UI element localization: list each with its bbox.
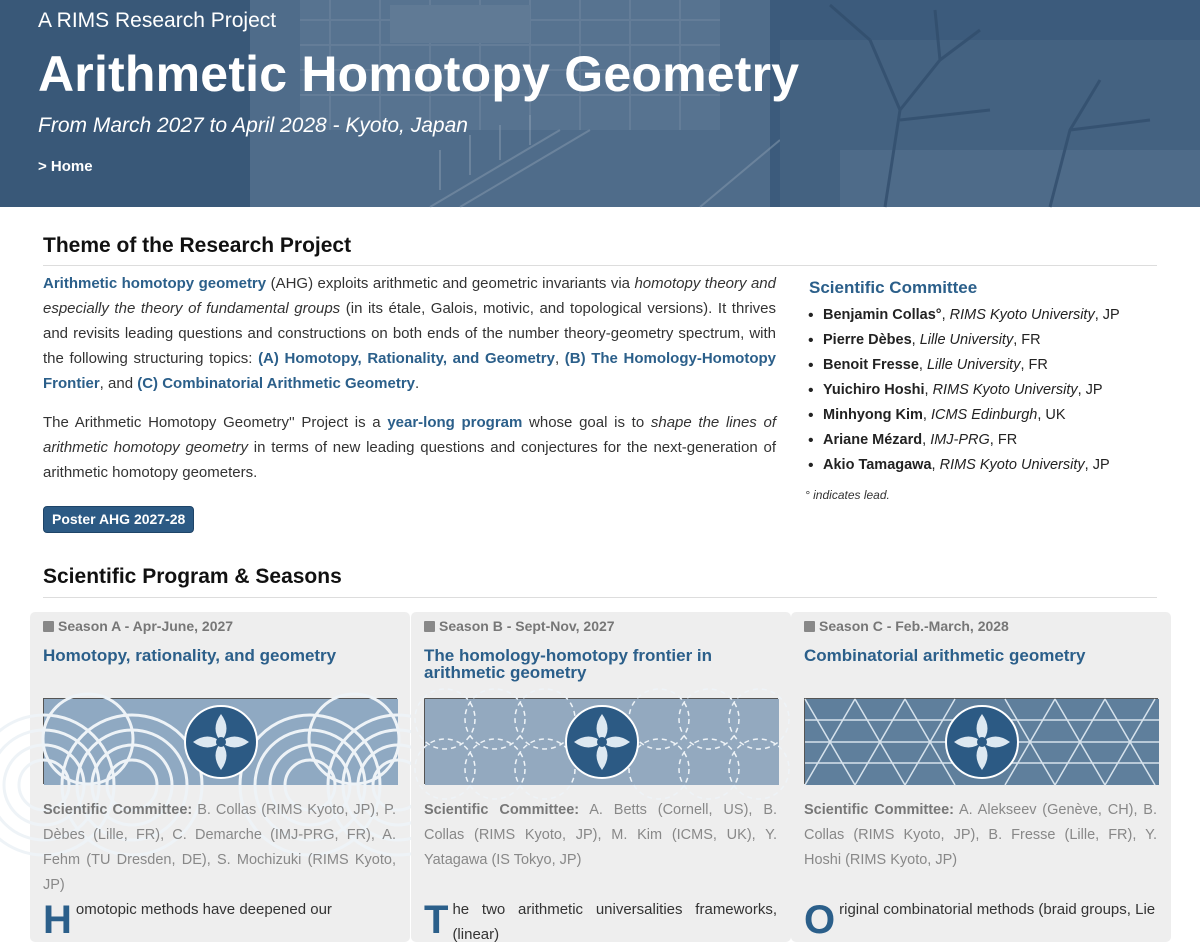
program-heading: Scientific Program & Seasons xyxy=(43,565,342,588)
season-title-link[interactable]: Combinatorial arithmetic geometry xyxy=(804,646,1086,665)
season-card-b xyxy=(411,612,791,942)
member-name: Minhyong Kim xyxy=(823,407,923,423)
committee-member: • Yuichiro Hoshi, RIMS Kyoto University, JP xyxy=(805,378,1165,403)
member-country: , JP xyxy=(1084,457,1110,473)
season-banner-circles xyxy=(424,698,778,784)
ahg-link[interactable]: Arithmetic homotopy geometry xyxy=(43,275,267,292)
season-description-text: riginal combinatorial methods (braid groups, Lie xyxy=(839,901,1156,918)
member-country: , JP xyxy=(1094,307,1120,323)
member-affiliation: RIMS Kyoto University xyxy=(932,382,1078,398)
member-name: Yuichiro Hoshi xyxy=(823,382,925,398)
theme-intro xyxy=(43,271,776,499)
committee-member: • Minhyong Kim, ICMS Edinburgh, UK xyxy=(805,403,1165,428)
drop-cap: H xyxy=(43,898,72,942)
committee-member: • Benjamin Collas°, RIMS Kyoto University, JP xyxy=(805,303,1165,328)
hero-banner xyxy=(0,0,1200,207)
topic-b-link[interactable]: (B) The Homology-Homotopy Frontier xyxy=(43,350,776,392)
member-country: , FR xyxy=(1020,357,1048,373)
program-divider xyxy=(43,597,1157,598)
season-committee-members: A. Betts (Cornell, US), B. Collas (RIMS Kyoto, JP), M. Kim (ICMS, UK), Y. Yatagawa (IS Tokyo, JP) xyxy=(424,802,778,868)
page-title: Arithmetic Homotopy Geometry xyxy=(38,46,800,102)
intro-text: whose goal is to xyxy=(522,414,651,431)
theme-divider xyxy=(43,265,1157,266)
season-title-link[interactable]: Homotopy, rationality, and geometry xyxy=(43,646,337,665)
calendar-icon xyxy=(804,621,815,632)
season-date-text: Season B - Sept-Nov, 2027 xyxy=(439,618,615,634)
season-date-text: Season C - Feb.-March, 2028 xyxy=(819,618,1009,634)
season-committee-members: A. Alekseev (Genève, CH), B. Collas (RIMS Kyoto, JP), B. Fresse (Lille, FR), Y. Hoshi (RIMS Kyoto, JP) xyxy=(804,802,1157,868)
member-affiliation: Lille University xyxy=(926,357,1021,373)
intro-text: The Arithmetic Homotopy Geometry'' Project is a xyxy=(43,414,388,431)
intro-paragraph-2 xyxy=(43,410,776,485)
season-card-c xyxy=(791,612,1171,942)
season-card-a xyxy=(30,612,410,942)
page-subtitle: From March 2027 to April 2028 - Kyoto, Japan xyxy=(38,114,468,137)
intro-separator: , xyxy=(554,350,565,367)
committee-member: • Ariane Mézard, IMJ-PRG, FR xyxy=(805,428,1165,453)
season-description xyxy=(43,897,396,942)
intro-text: (in its étale, Galois, motivic, and topological versions). It thrives and revisits leading questions and constructions on both ends of the number theory-geometry spectrum, with the following structuring topics: xyxy=(43,300,776,367)
topic-a-link[interactable]: (A) Homotopy, Rationality, and Geometry xyxy=(258,350,555,367)
intro-emphasis: shape the lines of arithmetic homotopy geometry xyxy=(43,414,776,456)
intro-text: in terms of new leading questions and conjectures for the next-generation of arithmetic homotopy geometers. xyxy=(43,439,776,481)
member-country: , FR xyxy=(1013,332,1041,348)
season-committee-members: B. Collas (RIMS Kyoto, JP), P. Dèbes (Lille, FR), C. Demarche (IMJ-PRG, FR), A. Fehm (TU Dresden, DE), S. Mochizuki (RIMS Kyoto, JP) xyxy=(43,802,396,893)
member-country: , FR xyxy=(989,432,1018,448)
calendar-icon xyxy=(424,621,435,632)
season-banner-waves xyxy=(43,698,397,784)
committee-member: • Benoit Fresse, Lille University, FR xyxy=(805,353,1165,378)
member-name: Benjamin Collas° xyxy=(823,307,942,323)
committee-lead-note: ° indicates lead. xyxy=(805,488,890,502)
season-banner-hexagons xyxy=(804,698,1158,784)
scientific-committee-panel xyxy=(805,278,1165,502)
intro-emphasis: homotopy theory and especially the theory of fundamental groups xyxy=(43,275,776,317)
project-supertitle: A RIMS Research Project xyxy=(38,9,277,32)
committee-heading: Scientific Committee xyxy=(809,278,978,297)
season-committee xyxy=(424,798,777,873)
season-date xyxy=(804,618,1009,634)
member-name: Akio Tamagawa xyxy=(823,457,932,473)
season-description-text: he two arithmetic universalities frameworks, (linear) xyxy=(452,901,777,943)
season-committee-label: Scientific Committee: xyxy=(43,802,193,818)
member-country: , JP xyxy=(1077,382,1103,398)
drop-cap: O xyxy=(804,898,836,942)
member-affiliation: RIMS Kyoto University xyxy=(939,457,1085,473)
intro-paragraph-1 xyxy=(43,271,776,396)
season-committee xyxy=(804,798,1157,873)
season-description xyxy=(804,897,1157,942)
intro-text: . xyxy=(415,375,420,392)
season-date xyxy=(43,618,233,634)
season-description-text: omotopic methods have deepened our xyxy=(75,901,332,918)
season-description xyxy=(424,897,777,947)
topic-c-link[interactable]: (C) Combinatorial Arithmetic Geometry xyxy=(137,375,416,392)
season-date-text: Season A - Apr-June, 2027 xyxy=(58,618,234,634)
season-committee xyxy=(43,798,396,898)
season-committee-label: Scientific Committee: xyxy=(804,802,955,818)
season-title-link[interactable]: The homology-homotopy frontier in arithmetic geometry xyxy=(424,646,713,682)
member-name: Benoit Fresse xyxy=(823,357,919,373)
member-name: Pierre Dèbes xyxy=(823,332,912,348)
member-country: , UK xyxy=(1037,407,1066,423)
intro-text: (AHG) exploits arithmetic and geometric invariants via xyxy=(266,275,635,292)
committee-member: • Pierre Dèbes, Lille University, FR xyxy=(805,328,1165,353)
member-affiliation: IMJ-PRG xyxy=(930,432,990,448)
intro-separator: , and xyxy=(99,375,138,392)
year-long-program-link[interactable]: year-long program xyxy=(387,414,523,431)
drop-cap: T xyxy=(424,898,449,942)
member-affiliation: ICMS Edinburgh xyxy=(930,407,1038,423)
committee-member: • Akio Tamagawa, RIMS Kyoto University, JP xyxy=(805,453,1165,478)
season-committee-label: Scientific Committee: xyxy=(424,802,580,818)
breadcrumb-home-link[interactable]: > Home xyxy=(38,158,93,175)
poster-button[interactable]: Poster AHG 2027-28 xyxy=(43,506,194,533)
calendar-icon xyxy=(43,621,54,632)
season-date xyxy=(424,618,615,634)
theme-heading: Theme of the Research Project xyxy=(43,234,352,257)
member-affiliation: Lille University xyxy=(919,332,1014,348)
member-affiliation: RIMS Kyoto University xyxy=(949,307,1095,323)
committee-list xyxy=(805,303,1165,478)
member-name: Ariane Mézard xyxy=(823,432,923,448)
